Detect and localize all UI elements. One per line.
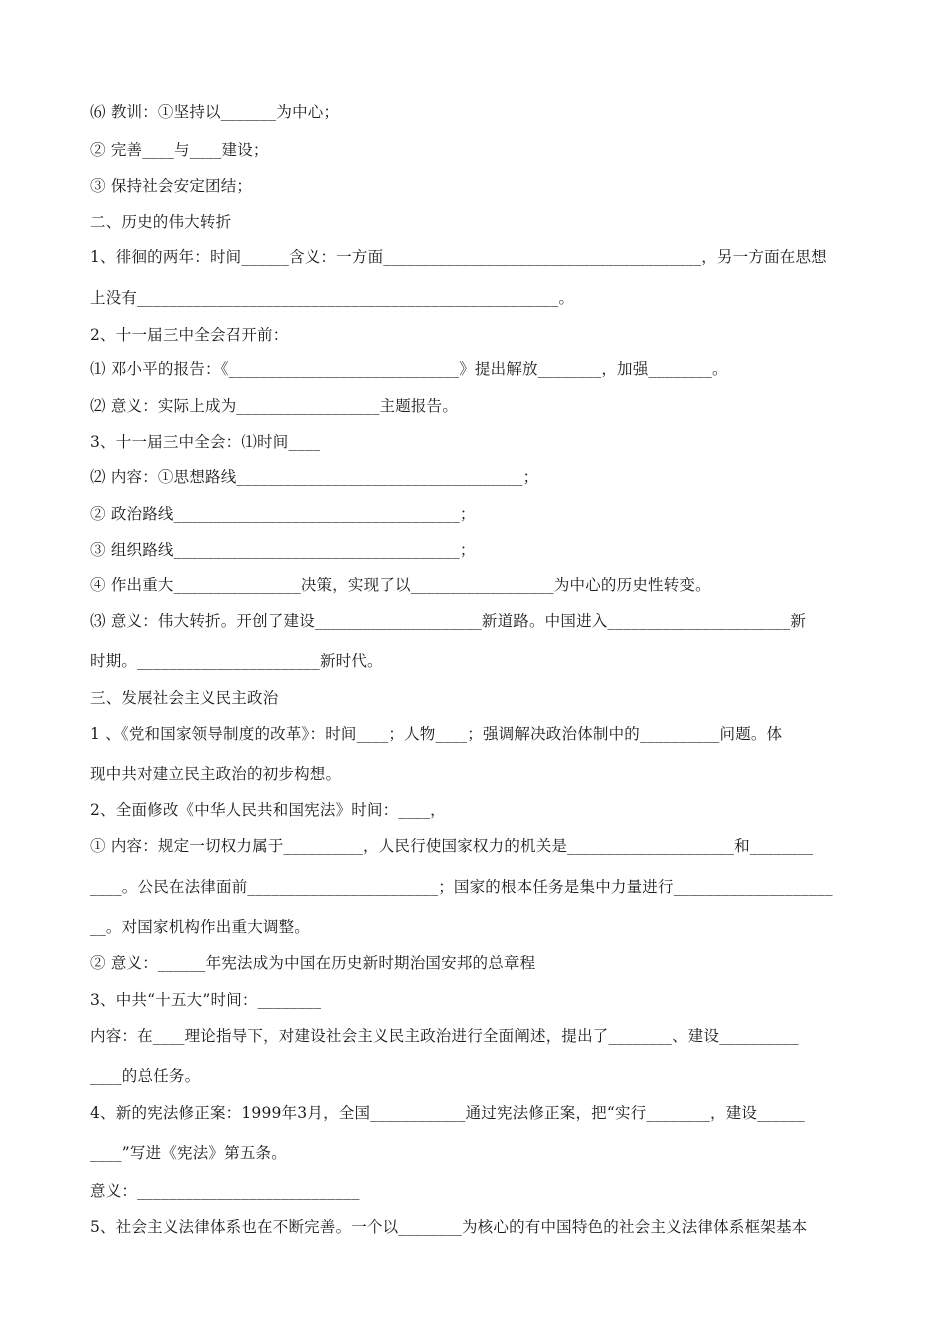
text-line: 3、中共“十五大”时间：________: [90, 991, 322, 1009]
text-line: ____”写进《宪法》第五条。: [90, 1144, 287, 1162]
text-line: 5、社会主义法律体系也在不断完善。一个以________为核心的有中国特色的社会主义法律体系框架基本: [90, 1218, 808, 1236]
text-line: __。对国家机构作出重大调整。: [90, 918, 311, 936]
text-line: 2、全面修改《中华人民共和国宪法》时间：____，: [90, 801, 446, 819]
text-line: ⑵ 内容：①思想路线____________________________________；: [90, 468, 539, 486]
text-line: 上没有_____________________________________________________。: [90, 289, 575, 307]
section-heading: 三、发展社会主义民主政治: [90, 689, 279, 707]
text-line: 1 、《党和国家领导制度的改革》：时间____；人物____；强调解决政治体制中的__________问题。体: [90, 725, 783, 743]
text-line: 意义：____________________________: [90, 1182, 360, 1200]
text-line: ② 完善____与____建设；: [90, 141, 269, 159]
text-line: ____的总任务。: [90, 1067, 201, 1085]
text-line: 2、十一届三中全会召开前：: [90, 326, 289, 344]
text-line: ⑶ 意义：伟大转折。开创了建设_____________________新道路。中国进入_______________________新: [90, 612, 807, 630]
text-line: 内容：在____理论指导下，对建设社会主义民主政治进行全面阐述，提出了________、建设__________: [90, 1027, 799, 1045]
text-line: ③ 保持社会安定团结；: [90, 177, 253, 195]
text-line: 3、十一届三中全会：⑴时间____: [90, 433, 321, 451]
text-line: ① 内容：规定一切权力属于__________，人民行使国家权力的机关是_____________________和________: [90, 837, 814, 855]
text-line: ② 政治路线____________________________________；: [90, 505, 476, 523]
text-line: ⑹ 教训：①坚持以_______为中心；: [90, 103, 340, 121]
text-line: 4、新的宪法修正案：1999年3月，全国____________通过宪法修正案，把“实行________，建设______: [90, 1104, 805, 1122]
text-line: ⑴ 邓小平的报告：《_____________________________》提出解放________，加强________。: [90, 360, 728, 378]
text-line: ② 意义：______年宪法成为中国在历史新时期治国安邦的总章程: [90, 954, 536, 972]
section-heading: 二、历史的伟大转折: [90, 213, 232, 231]
text-line: 时期。_______________________新时代。: [90, 652, 383, 670]
text-line: ③ 组织路线____________________________________；: [90, 541, 476, 559]
text-line: 1、徘徊的两年：时间______含义：一方面________________________________________，另一方面在思想: [90, 248, 827, 266]
text-line: ____。公民在法律面前________________________；国家的根本任务是集中力量进行____________________: [90, 878, 833, 896]
text-line: 现中共对建立民主政治的初步构想。: [90, 765, 342, 783]
text-line: ⑵ 意义：实际上成为__________________主题报告。: [90, 397, 459, 415]
text-line: ④ 作出重大________________决策，实现了以__________________为中心的历史性转变。: [90, 576, 711, 594]
